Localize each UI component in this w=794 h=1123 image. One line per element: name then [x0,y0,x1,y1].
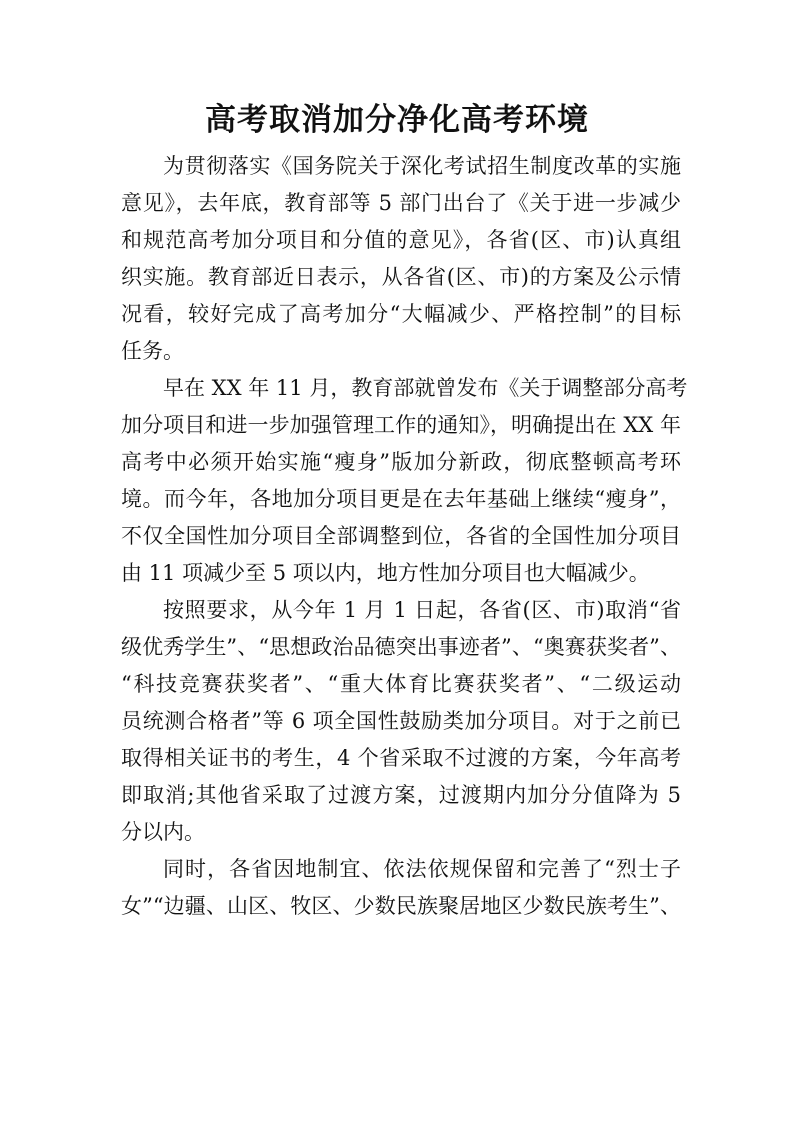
paragraph [121,148,681,370]
paragraph [121,370,688,592]
text-line: “科技竞赛获奖者”、“重大体育比赛获奖者”、“二级运动 [121,672,681,696]
document-body [121,148,688,925]
paragraph [121,592,681,851]
paragraph [121,851,681,925]
text-line: 由 11 项减少至 5 项以内，地方性加分项目也大幅减少。 [121,561,650,585]
text-line: 级优秀学生”、“思想政治品德突出事迹者”、“奥赛获奖者”、 [121,635,681,659]
text-line: 取得相关证书的考生，4 个省采取不过渡的方案，今年高考 [121,746,681,770]
text-line: 高考中必须开始实施“瘦身”版加分新政，彻底整顿高考环 [121,450,681,474]
document-title: 高考取消加分净化高考环境 [205,102,589,138]
text-line: 意见》，去年底，教育部等 5 部门出台了《关于进一步减少 [121,191,681,215]
text-line: 早在 XX 年 11 月，教育部就曾发布《关于调整部分高考 [163,376,688,400]
text-line: 女”“边疆、山区、牧区、少数民族聚居地区少数民族考生”、 [121,894,681,918]
text-line: 况看，较好完成了高考加分“大幅减少、严格控制”的目标 [121,302,681,326]
text-line: 为贯彻落实《国务院关于深化考试招生制度改革的实施 [163,154,681,178]
text-line: 和规范高考加分项目和分值的意见》，各省(区、市)认真组 [121,228,681,252]
text-line: 同时，各省因地制宜、依法依规保留和完善了“烈士子 [163,857,681,881]
text-line: 员统测合格者”等 6 项全国性鼓励类加分项目。对于之前已 [121,709,681,733]
text-line: 按照要求，从今年 1 月 1 日起，各省(区、市)取消“省 [163,598,681,622]
text-line: 境。而今年，各地加分项目更是在去年基础上继续“瘦身”， [121,487,681,511]
text-line: 织实施。教育部近日表示，从各省(区、市)的方案及公示情 [121,265,681,289]
text-line: 分以内。 [121,820,205,844]
text-line: 不仅全国性加分项目全部调整到位，各省的全国性加分项目 [121,524,681,548]
text-line: 即取消;其他省采取了过渡方案，过渡期内加分分值降为 5 [121,783,681,807]
text-line: 加分项目和进一步加强管理工作的通知》，明确提出在 XX 年 [121,413,681,437]
text-line: 任务。 [121,339,184,363]
